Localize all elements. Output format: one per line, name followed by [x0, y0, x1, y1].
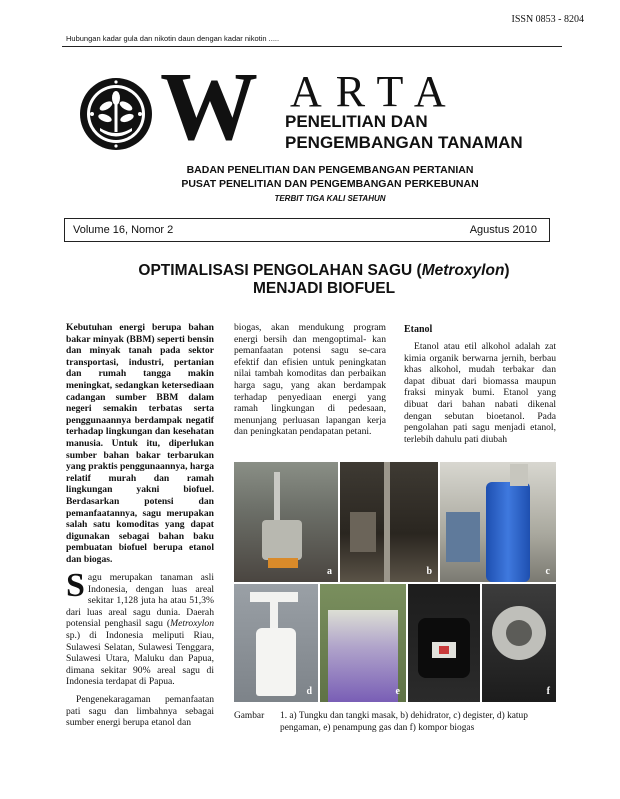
photo-c	[440, 462, 556, 582]
photo-label: f	[546, 686, 550, 697]
intro-column	[66, 567, 214, 735]
institution-1: BADAN PENELITIAN DAN PENGEMBANGAN PERTANIAN	[186, 164, 474, 176]
right-paragraph: Etanol atau etil alkohol adalah zat kimia organik berwarna jernih, berbau khas alkohol, mudah terbakar dan dapat dibuat dari biomassa maupun fraksi minyak bumi. Etanol yang dibuat dari bahan nabati dikenal dengan sebutan bioetanol. Pada pengolahan pati sagu menjadi etanol, terlebih dahulu pati diubah	[404, 341, 556, 445]
masthead-subtitle-1: PENELITIAN DAN	[285, 112, 428, 131]
issue-date: Agustus 2010	[469, 224, 537, 236]
running-title: Hubungan kadar gula dan nikotin daun dengan kadar nikotin .....	[66, 34, 280, 43]
title-text: OPTIMALISASI PENGOLAHAN SAGU (	[138, 262, 422, 279]
right-column	[404, 341, 556, 445]
masthead-subtitle-2: PENGEMBANGAN TANAMAN	[285, 133, 523, 152]
masthead-title: ARTA	[290, 67, 460, 116]
photo-d	[234, 584, 318, 702]
photo-a	[234, 462, 338, 582]
section-heading: Etanol	[404, 324, 433, 335]
photo-f1	[408, 584, 480, 702]
para1-text-a: agu merupakan tanaman asli Indonesia, dengan luas areal sekitar 1,128 juta ha atau 51,3% dari luas areal sagu dunia. Daerah potensial penghasil sagu (	[66, 572, 214, 630]
abstract: Kebutuhan energi berupa bahan bakar minyak (BBM) seperti bensin dan minyak tanah pada sektor transportasi, industri, pertanian dan rumah tangga makin meningkat, sedangkan ketersediaan cadangan sumber BBM dalam negeri semakin terbatas serta penggunaannya berdampak negatif terhadap lingkungan dan kesehatan manusia. Untuk itu, diperlukan sumber bahan bakar terbarukan yang praktis penggunaannya, harga relatif murah dan ramah lingkungan yakni biofuel. Berdasarkan potensi dan pemanfaatannya, sagu merupakan salah satu komoditas yang dapat digunakan sebagai bahan baku pembuatan biofuel berupa etanol dan biogas.	[66, 322, 214, 565]
article-title-line-1	[64, 262, 584, 280]
issue-volume: Volume 16, Nomor 2	[73, 224, 174, 236]
paragraph-2: Pengenekaragaman pemanfaatan pati sagu dan limbahnya sebagai sumber energi berupa etanol dan	[66, 693, 214, 729]
institution-2: PUSAT PENELITIAN DAN PENGEMBANGAN PERKEBUNAN	[181, 178, 479, 190]
caption-text: 1. a) Tungku dan tangki masak, b) dehidrator, c) degister, d) katup pengaman, e) penampung gas dan f) kompor biogas	[280, 711, 528, 733]
issn-number: ISSN 0853 - 8204	[511, 14, 584, 25]
para1-text-b: sp.) di Indonesia meliputi Riau, Sulawesi Selatan, Sulawesi Tenggara, Sulawesi Utara, Maluku dan Papua, dimana sekitar 90% areal sagu di Indonesia terdapat di Papua.	[66, 629, 214, 688]
photo-label: d	[306, 686, 312, 697]
photo-label: c	[545, 566, 550, 577]
paragraph-1	[66, 567, 214, 688]
title-text-end: )	[504, 262, 510, 279]
photo-label: a	[327, 566, 332, 577]
masthead-big-letter: W	[160, 53, 256, 161]
photo-e	[320, 584, 406, 702]
publication-frequency: TERBIT TIGA KALI SETAHUN	[274, 194, 386, 203]
figure-photos	[234, 462, 556, 702]
photo-f2	[482, 584, 556, 702]
photo-label: b	[426, 566, 432, 577]
drop-cap: S	[66, 567, 85, 604]
caption-label: Gambar	[234, 711, 265, 721]
photo-label: e	[395, 686, 400, 697]
middle-column-text: biogas, akan mendukung program energi bersih dan mengoptimal- kan pemanfaatan potensi sagu se-cara efektif dan efisien untuk peningkatan nilai tambah komoditas dan perbaikan harga sagu, yang akan berdampak terhadap penyediaan energi yang ramah lingkungan di pedesaan, menunjang perluasan lapangan kerja dan peningkatan pendapatan petani.	[234, 322, 386, 438]
article-title-line-2: MENJADI BIOFUEL	[252, 280, 396, 297]
header-rule	[62, 46, 562, 47]
ministry-seal-icon	[78, 76, 154, 152]
issue-bar	[64, 218, 550, 242]
para1-italic: Metroxylon	[170, 618, 214, 630]
title-italic: Metroxylon	[421, 262, 505, 279]
photo-b	[340, 462, 438, 582]
